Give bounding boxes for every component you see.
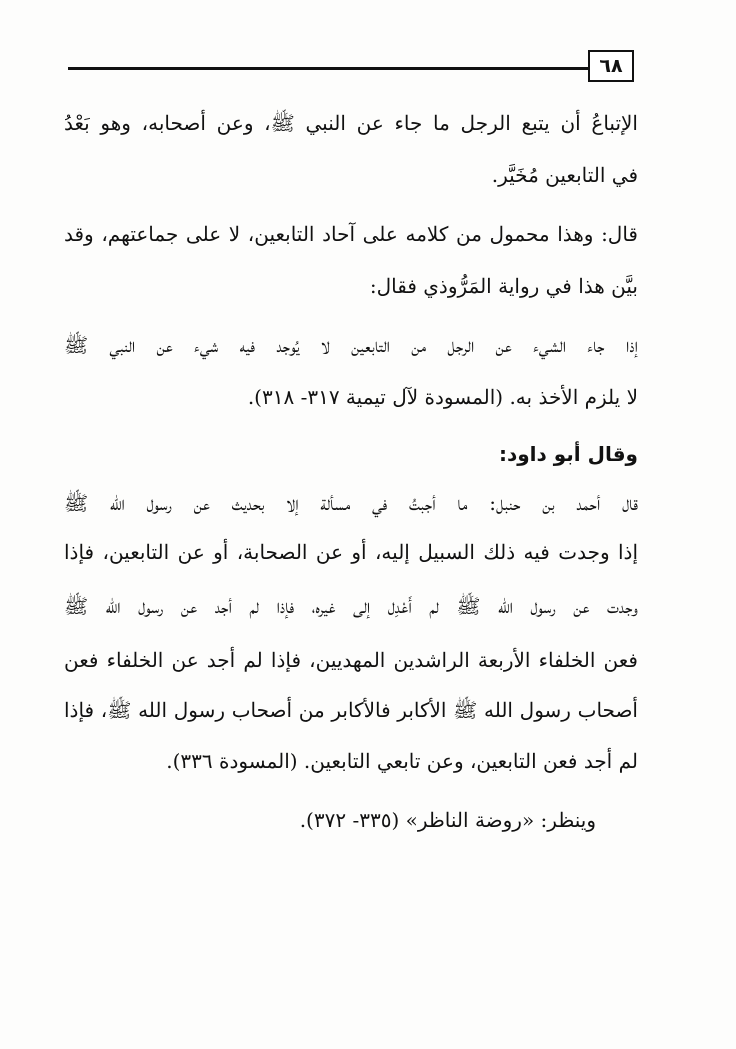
- text-line-11: فعن الخلفاء الأربعة الراشدين المهديين، فإذا لم أجد عن الخلفاء فعن: [64, 648, 638, 672]
- header-rule: [68, 67, 588, 70]
- section-heading: وقال أبو داود:: [498, 442, 638, 466]
- text-line-10: وجدت عن رسول الله ﷺ لم أَعْدِل إلى غيره، فإذا لم أجد عن رسول الله ﷺ: [64, 594, 638, 618]
- text-line-5: إذا جاء الشيء عن الرجل من التابعين لا يُوجد فيه شيء عن النبي ﷺ: [64, 333, 638, 357]
- page-number: ٦٨: [588, 50, 634, 82]
- text-line-13: لم أجد فعن التابعين، وعن تابعي التابعين. (المسودة ٣٣٦).: [166, 749, 638, 773]
- text-line-1: الإتباعُ أن يتبع الرجل ما جاء عن النبي ﷺ، وعن أصحابه، وهو بَعْدُ: [64, 111, 638, 135]
- text-line-12: أصحاب رسول الله ﷺ الأكابر فالأكابر من أصحاب رسول الله ﷺ، فإذا: [64, 698, 638, 722]
- text-line-2: في التابعين مُخَيَّر.: [491, 163, 638, 187]
- reference-line: وينظر: «روضة الناظر» (٣٣٥- ٣٧٢).: [299, 808, 596, 832]
- text-line-6: لا يلزم الأخذ به. (المسودة لآل تيمية ٣١٧- ٣١٨).: [247, 385, 638, 409]
- text-line-8: قال أحمد بن حنبل: ما أجبتُ في مسألة إلا بحديث عن رسول الله ﷺ: [64, 491, 638, 515]
- text-line-9: إذا وجدت فيه ذلك السبيل إليه، أو عن الصحابة، أو عن التابعين، فإذا: [64, 540, 638, 564]
- text-line-3: قال: وهذا محمول من كلامه على آحاد التابعين، لا على جماعتهم، وقد: [64, 222, 638, 246]
- text-line-4: بيَّن هذا في رواية المَرُّوذي فقال:: [369, 274, 638, 298]
